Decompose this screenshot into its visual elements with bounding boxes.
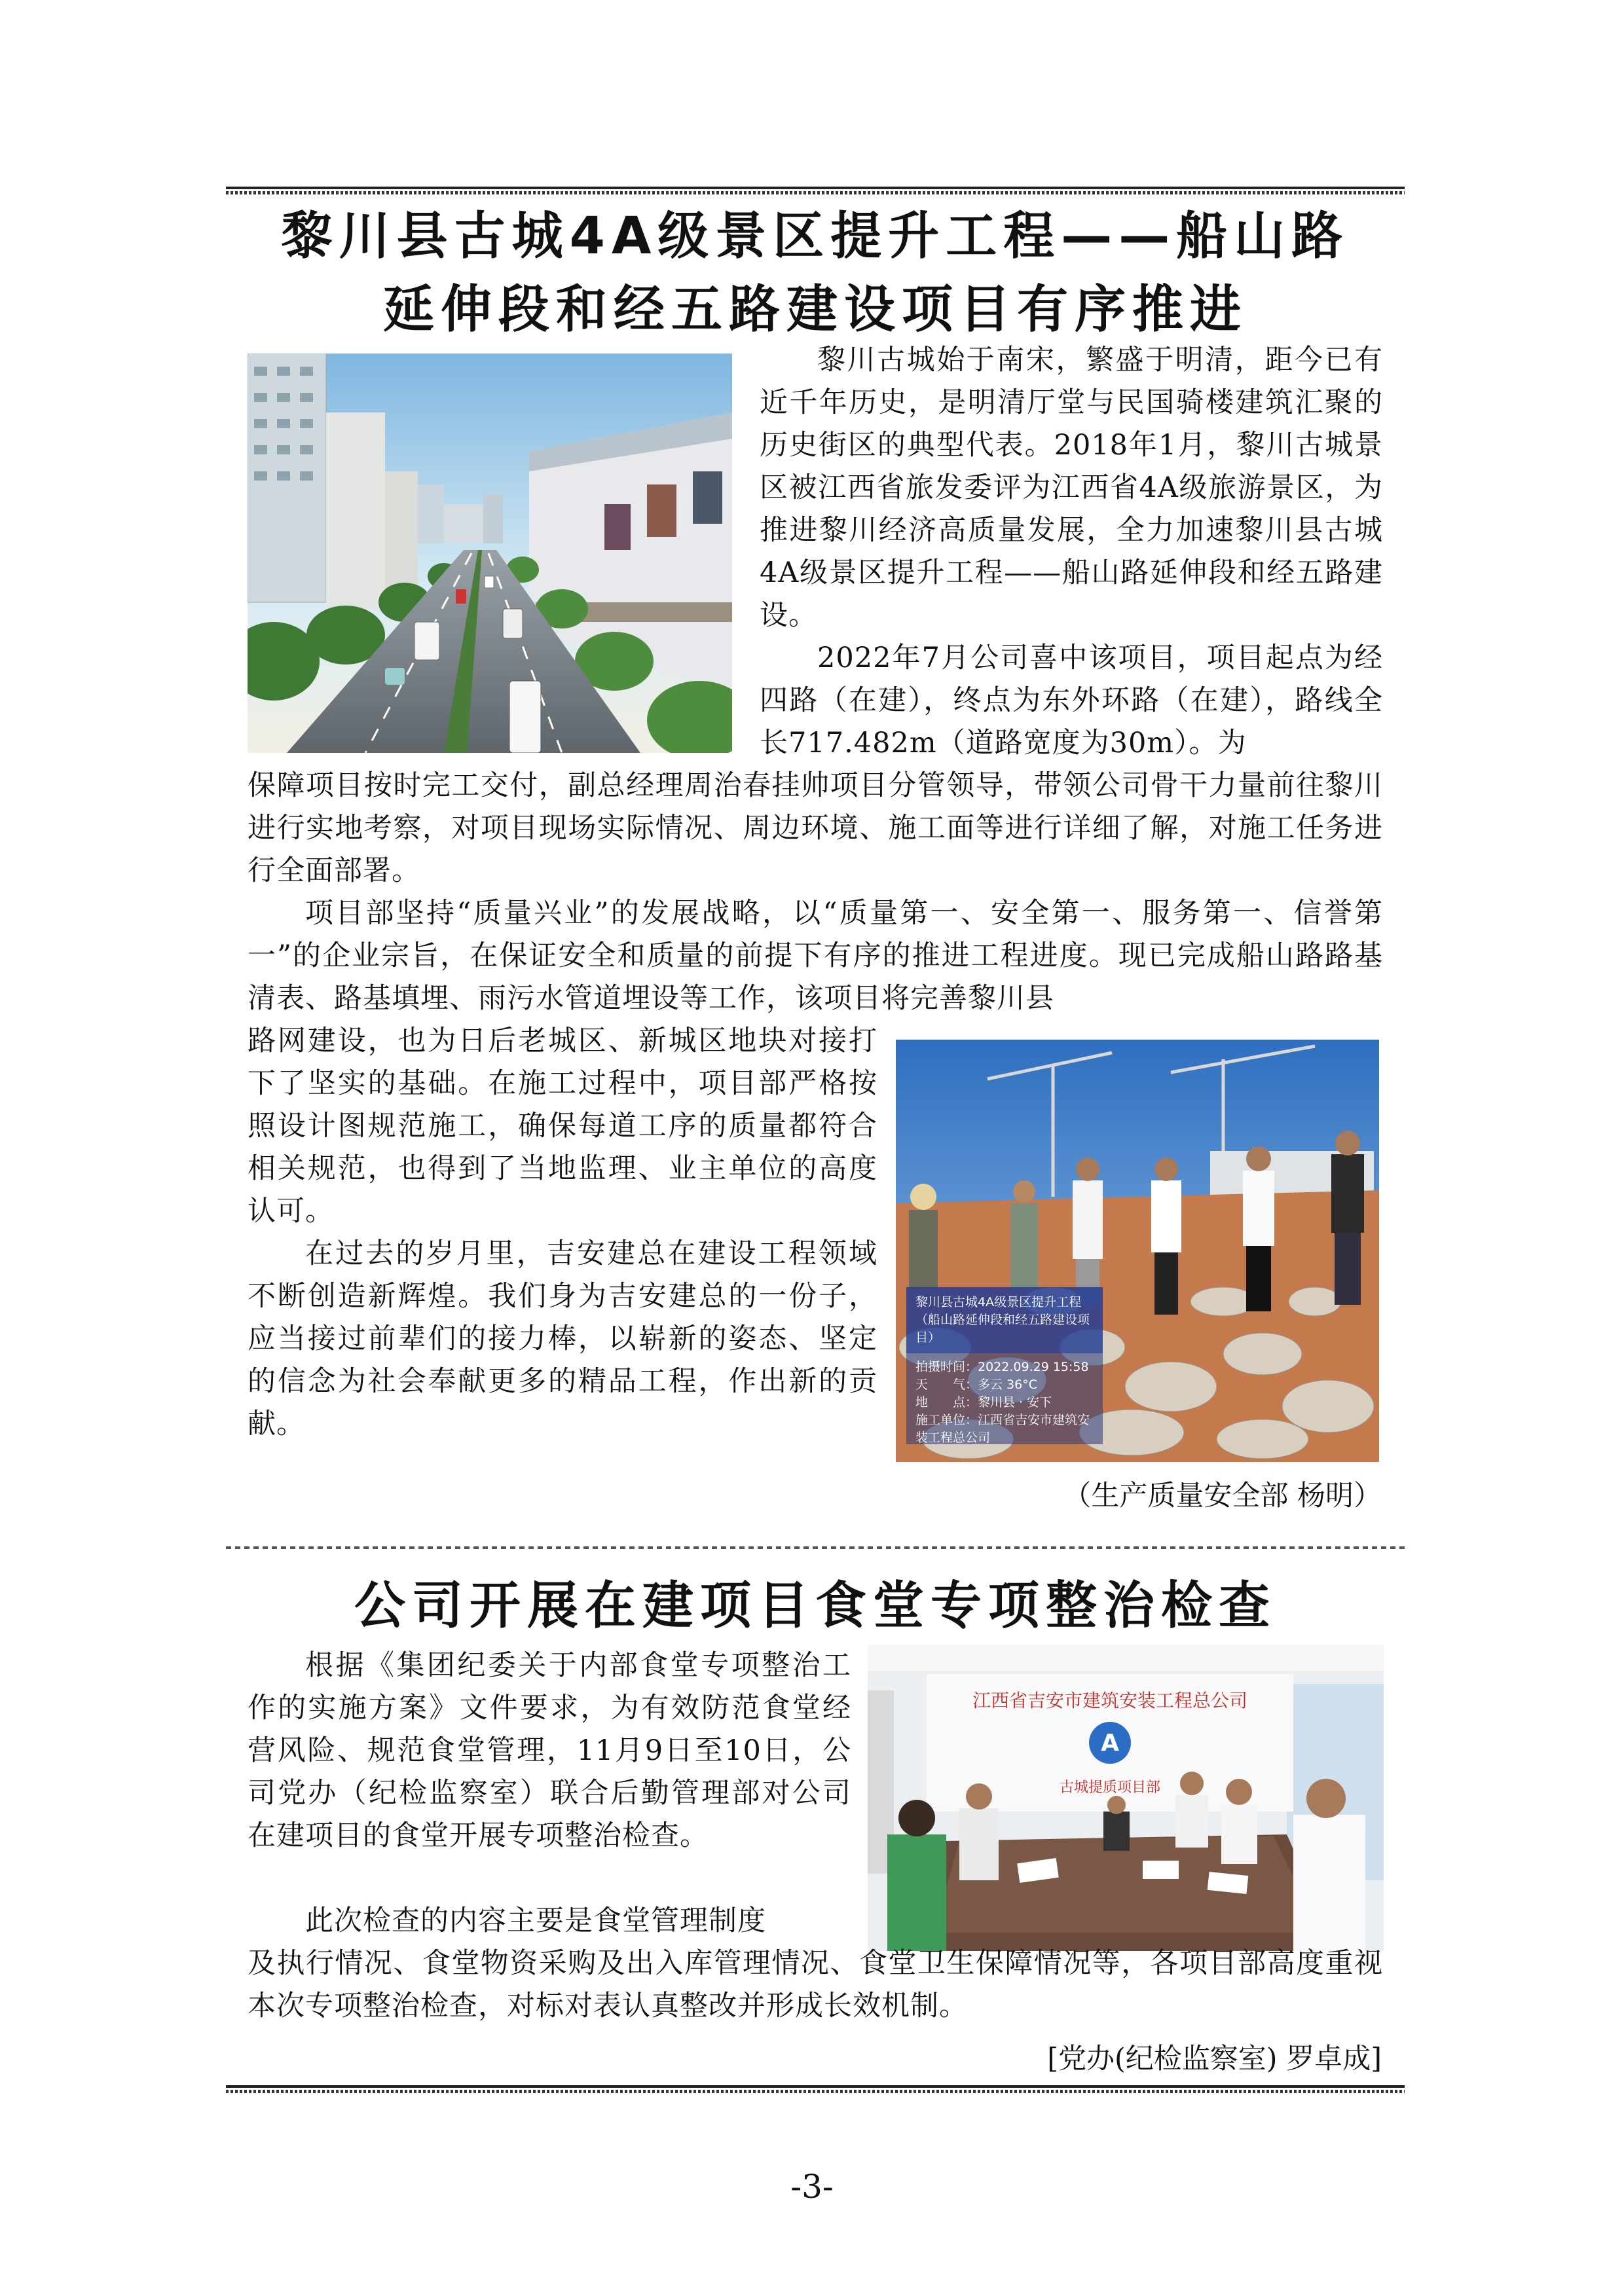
caption-row-contractor: 施工单位：江西省吉安市建筑安装工程总公司 [915,1413,1090,1445]
canteen-inspection-meeting-photo [868,1645,1384,1951]
article1-byline: （生产质量安全部 杨明） [1063,1480,1382,1512]
photo-watermark-caption [906,1287,1103,1444]
article1-title-line1: 黎川县古城4A级景区提升工程——船山路 [281,207,1350,266]
svg-text:A: A [1101,1730,1119,1757]
top-double-rule [226,187,1405,196]
caption-heading: 黎川县古城4A级景区提升工程（船山路延伸段和经五路建设项目） [906,1287,1103,1353]
article2-paragraph-2b: 及执行情况、食堂物资采购及出入库管理情况、食堂卫生保障情况等，各项目部高度重视本次专项整治检查，对标对表认真整改并形成长效机制。 [248,1947,1383,2022]
article2-byline: [党办(纪检监察室) 罗卓成] [1047,2043,1382,2075]
bottom-double-rule [226,2085,1405,2094]
street-rendering-photo [248,354,732,753]
caption-row-time: 拍摄时间：2022.09.29 15:58 [915,1360,1089,1374]
article1-paragraph-2a: 2022年7月公司喜中该项目，项目起点为经四路（在建），终点为东外环路（在建），路线全长717.482m（道路宽度为30m）。为 [760,642,1383,759]
page-number: -3- [790,2168,834,2206]
article2-title: 公司开展在建项目食堂专项整治检查 [354,1576,1276,1635]
article2-paragraph-2a: 此次检查的内容主要是食堂管理制度 [305,1904,766,1937]
article2-paragraph-1: 根据《集团纪委关于内部食堂专项整治工作的实施方案》文件要求，为有效防范食堂经营风险、规范食堂管理，11月9日至10日，公司党办（纪检监察室）联合后勤管理部对公司在建项目的食堂开展专项整治检查。 [248,1649,851,1852]
article1-paragraph-4: 在过去的岁月里，吉安建总在建设工程领域不断创造新辉煌。我们身为吉安建总的一份子，应当接过前辈们的接力棒，以崭新的姿态、坚定的信念为社会奉献更多的精品工程，作出新的贡献。 [248,1237,877,1440]
article1-paragraph-2b: 保障项目按时完工交付，副总经理周治春挂帅项目分管领导，带领公司骨干力量前往黎川进行实地考察，对项目现场实际情况、周边环境、施工面等进行详细了解，对施工任务进行全面部署。 [248,769,1383,887]
section-divider [226,1546,1405,1549]
banner-company-name: 江西省吉安市建筑安装工程总公司 [972,1690,1248,1711]
article1-paragraph-3a: 项目部坚持“质量兴业”的发展战略，以“质量第一、安全第一、服务第一、信誉第一”的企业宗旨，在保证安全和质量的前提下有序的推进工程进度。现已完成船山路路基清表、路基填埋、雨污水管道埋设等工作，该项目将完善黎川县 [248,897,1383,1015]
caption-row-weather: 天 气：多云 36°C [915,1377,1037,1392]
article1-paragraph-3b: 路网建设，也为日后老城区、新城区地块对接打下了坚实的基础。在施工过程中，项目部严格按照设计图规范施工，确保每道工序的质量都符合相关规范，也得到了当地监理、业主单位的高度认可。 [248,1025,877,1228]
site-inspection-photo [896,1040,1379,1462]
article1-paragraph-1: 黎川古城始于南宋，繁盛于明清，距今已有近千年历史，是明清厅堂与民国骑楼建筑汇聚的历史街区的典型代表。2018年1月，黎川古城景区被江西省旅发委评为江西省4A级旅游景区，为推进黎川经济高质量发展，全力加速黎川县古城4A级景区提升工程——船山路延伸段和经五路建设。 [760,344,1383,632]
caption-row-location: 地 点：黎川县 · 安下 [915,1395,1052,1410]
article1-title-line2: 延伸段和经五路建设项目有序推进 [382,280,1247,339]
banner-project-department: 古城提质项目部 [1059,1779,1161,1796]
